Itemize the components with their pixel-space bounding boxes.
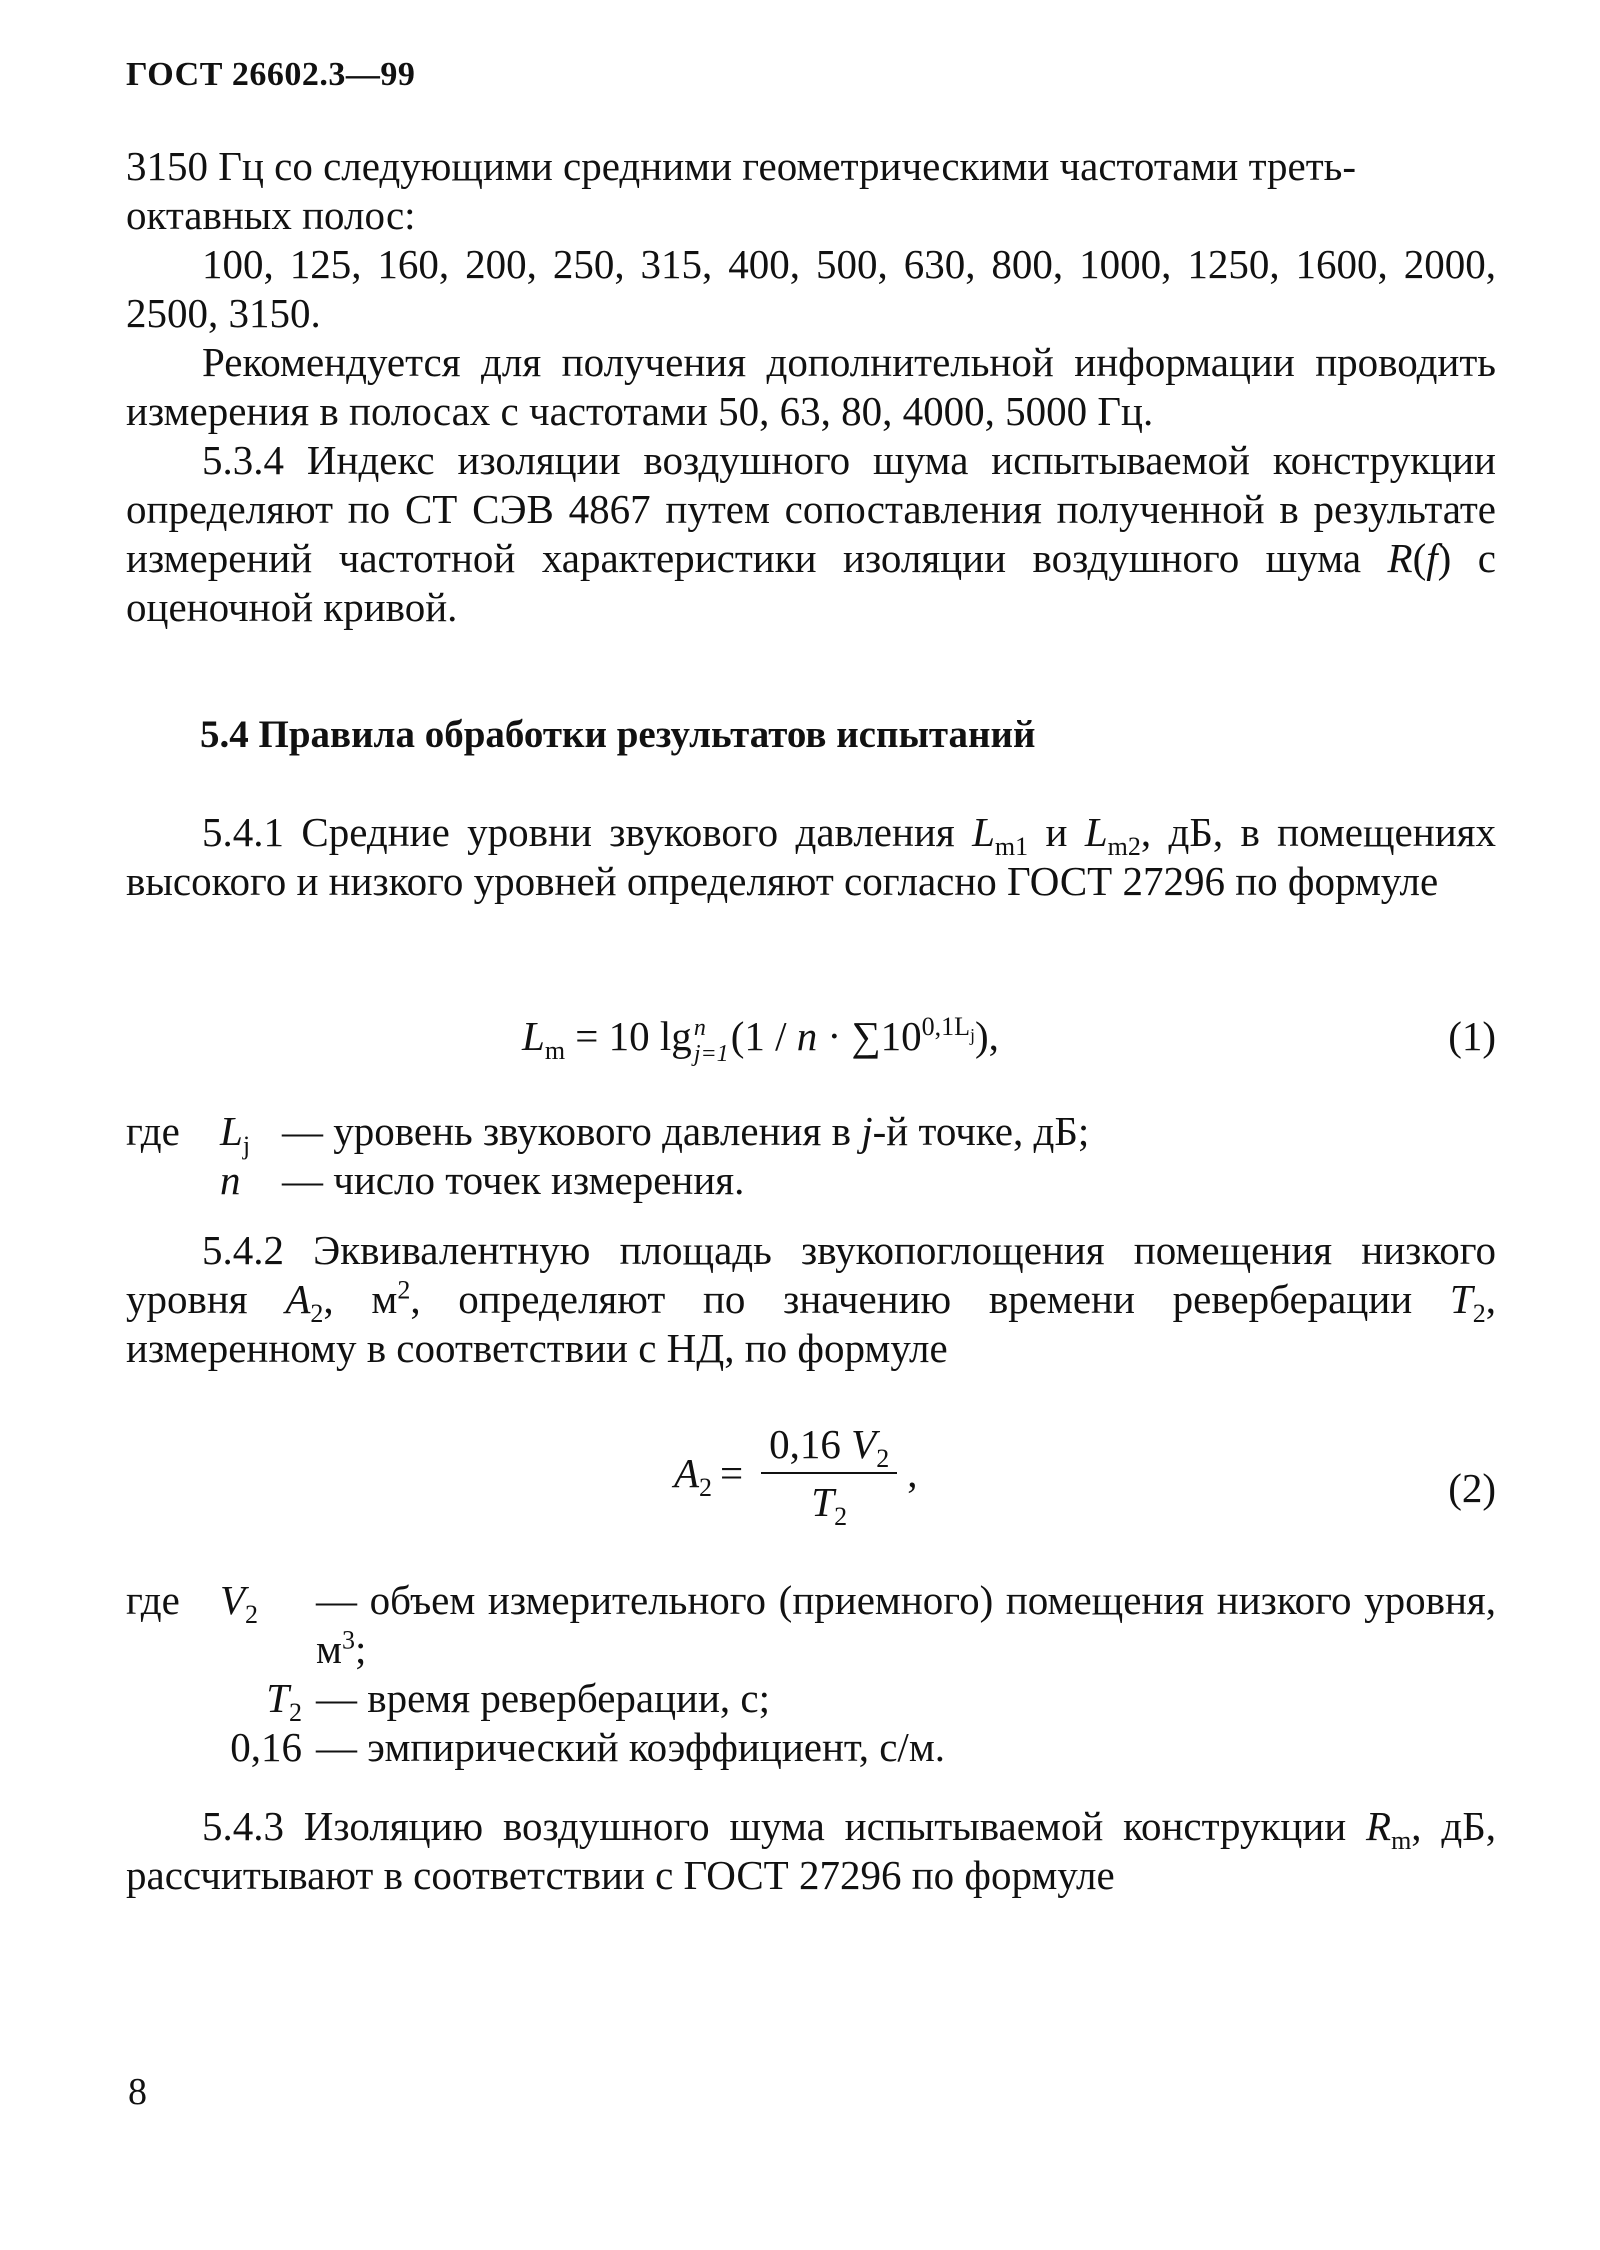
where-row: [126, 1723, 1496, 1772]
math-text: ),: [975, 1013, 999, 1059]
math-text: (1 /: [730, 1013, 797, 1059]
where-symbol: 0,16: [230, 1724, 302, 1770]
math-exponent: [921, 1012, 976, 1046]
math-subscript: 2: [876, 1444, 890, 1474]
paragraph-5-3-4: [126, 436, 1496, 632]
body-text-top: [126, 142, 1496, 632]
math-subscript: j: [970, 1025, 976, 1046]
paragraph-continuation: [126, 142, 1496, 240]
text-run: , м: [323, 1276, 398, 1322]
math-subscript: 2: [310, 1299, 324, 1329]
where-spacer: [126, 1156, 220, 1205]
math-text: 0,16: [769, 1421, 852, 1467]
math-operator: =: [720, 1450, 744, 1496]
math-symbol: R: [1366, 1803, 1392, 1849]
text-run: — объем измерительного (приемного) помещения низкого уровня, м: [316, 1577, 1496, 1672]
where-clause-1: [126, 1107, 1496, 1205]
math-symbol: T: [266, 1675, 289, 1721]
math-symbol: V: [220, 1577, 246, 1623]
text-run: (: [1412, 535, 1427, 581]
math-subscript: j: [242, 1131, 251, 1161]
where-symbol: [220, 1674, 316, 1728]
paragraph-text: [126, 808, 1496, 906]
math-symbol: T: [811, 1479, 835, 1525]
where-clause-2: [126, 1576, 1496, 1772]
text-run: , определяют по значению времени реверберации: [410, 1276, 1450, 1322]
paragraph-5-4-3: [126, 1802, 1496, 1900]
paragraph-text: [126, 1802, 1496, 1900]
math-subscript: m: [1391, 1826, 1412, 1856]
math-subscript: 2: [1472, 1299, 1486, 1329]
equation-number: (2): [1448, 1465, 1496, 1511]
text-run: — уровень звукового давления в: [282, 1108, 862, 1154]
paragraph-line: 3150 Гц со следующими средними геометрическими частотами треть-: [126, 143, 1356, 189]
paragraph-recommendation: Рекомендуется для получения дополнительной информации проводить измерения в полосах с частотами 50, 63, 80, 4000, 5000 Гц.: [126, 339, 1496, 434]
math-symbol: f: [1426, 535, 1438, 581]
where-symbol: [220, 1576, 316, 1674]
where-row: [126, 1156, 1496, 1205]
math-subscript: m1: [994, 832, 1029, 862]
math-limits: [694, 1015, 729, 1067]
math-exponent-text: 0,1L: [921, 1012, 971, 1042]
math-symbol: j: [861, 1108, 873, 1154]
paragraph-frequency-list: 100, 125, 160, 200, 250, 315, 400, 500, 630, 800, 1000, 1250, 1600, 2000, 2500, 3150.: [126, 241, 1496, 336]
math-symbol: T: [1449, 1276, 1473, 1322]
text-run: 5.4.1 Средние уровни звукового давления: [202, 809, 973, 855]
math-limit-top: n: [693, 1014, 706, 1041]
formula-2-expression: [674, 1420, 918, 1532]
math-subscript: 2: [289, 1698, 302, 1728]
math-superscript: 2: [397, 1275, 411, 1305]
where-symbol: [220, 1156, 282, 1205]
math-fraction: [761, 1420, 897, 1532]
math-subscript: m: [544, 1036, 566, 1066]
text-run: 5.4.2 Эквивалентную площадь звукопоглощения помещения низкого уровня: [126, 1227, 1496, 1322]
where-spacer: [126, 1674, 220, 1723]
paragraph-5-4-1: [126, 808, 1496, 906]
math-text: · ∑10: [817, 1013, 922, 1059]
math-text: ,: [907, 1450, 918, 1496]
where-definition: — эмпирический коэффициент, с/м.: [316, 1724, 946, 1770]
paragraph-text: [126, 1226, 1496, 1373]
section-heading: 5.4 Правила обработки результатов испытаний: [200, 713, 1036, 756]
text-run: с оценочной кривой.: [126, 535, 1496, 630]
text-run: -й точке, дБ;: [872, 1108, 1090, 1154]
text-run: , дБ, рассчитывают в соответствии с ГОСТ 27296 по формуле: [126, 1803, 1496, 1898]
math-lhs: [674, 1449, 713, 1503]
where-definition: [316, 1576, 1496, 1674]
formula-1: [126, 1000, 1496, 1080]
where-spacer: [126, 1723, 220, 1772]
math-symbol: A: [674, 1450, 700, 1496]
page-number: 8: [128, 2071, 147, 2113]
math-symbol: n: [220, 1157, 241, 1203]
where-keyword: где: [126, 1577, 180, 1623]
math-symbol: n: [796, 1013, 818, 1059]
math-symbol: L: [1084, 809, 1108, 855]
math-subscript: m2: [1107, 832, 1141, 862]
where-symbol: [220, 1107, 282, 1161]
math-symbol: R: [1387, 535, 1413, 581]
where-row: [126, 1576, 1496, 1674]
math-subscript: 2: [699, 1473, 713, 1503]
equation-number: (1): [1448, 1013, 1496, 1059]
text-run: ): [1437, 535, 1452, 581]
text-run: 5.4.3 Изоляцию воздушного шума испытываемой конструкции: [202, 1803, 1367, 1849]
text-run: и: [1028, 809, 1085, 855]
math-superscript: 3: [341, 1625, 355, 1655]
text-run: , измеренному в соответствии с НД, по формуле: [126, 1276, 1496, 1371]
math-limit-bottom: j=1: [693, 1040, 729, 1067]
where-keyword: где: [126, 1108, 180, 1154]
math-symbol: A: [285, 1276, 311, 1322]
fraction-denominator: [811, 1474, 848, 1532]
where-row: [126, 1107, 1496, 1161]
paragraph-line: октавных полос:: [126, 192, 416, 238]
paragraph-5-4-2: [126, 1226, 1496, 1373]
text-run: 5.3.4 Индекс изоляции воздушного шума испытываемой конструкции определяют по СТ СЭВ 4867 путем сопоставления полученной в результате измерений частотной характеристики изоляции воздушного шума: [126, 437, 1496, 581]
where-definition: — время реверберации, с;: [316, 1675, 771, 1721]
fraction-numerator: [761, 1420, 897, 1474]
where-definition: — число точек измерения.: [282, 1157, 745, 1203]
where-row: [126, 1674, 1496, 1728]
math-subscript: 2: [245, 1600, 259, 1630]
math-symbol: L: [972, 809, 995, 855]
formula-1-expression: [522, 1012, 999, 1067]
document-header: ГОСТ 26602.3—99: [126, 56, 416, 93]
math-symbol: L: [522, 1013, 545, 1059]
math-operator: = 10 lg: [565, 1013, 692, 1059]
math-symbol: L: [220, 1108, 243, 1154]
math-subscript: 2: [834, 1502, 848, 1532]
where-definition: [282, 1107, 1496, 1156]
math-symbol: V: [851, 1421, 877, 1467]
text-run: ;: [354, 1626, 367, 1672]
formula-2: [126, 1420, 1496, 1560]
text-run: , дБ, в помещениях высокого и низкого уровней определяют согласно ГОСТ 27296 по формуле: [126, 809, 1496, 904]
